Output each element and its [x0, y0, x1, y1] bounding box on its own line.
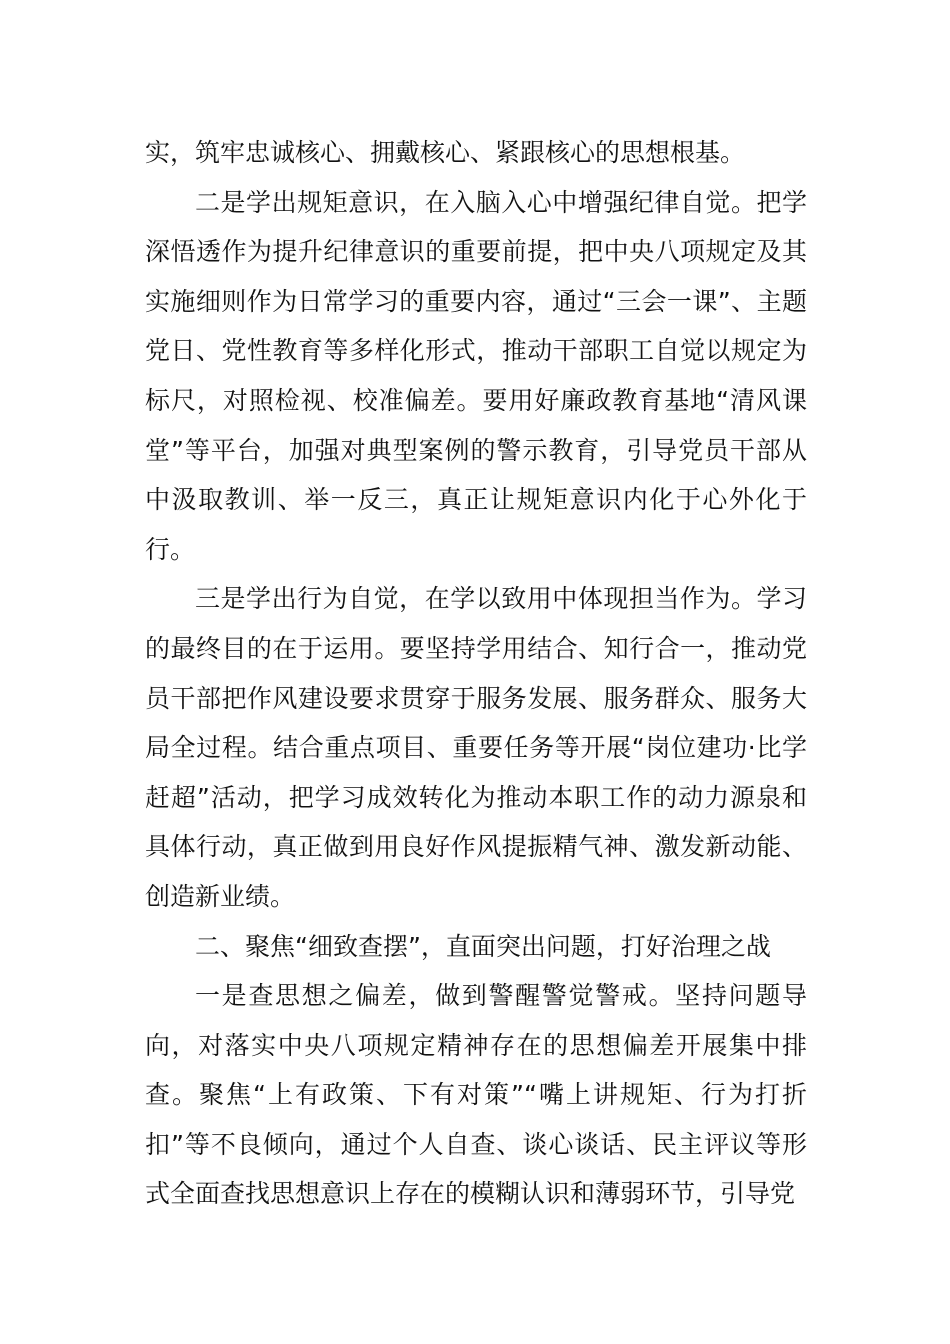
section-heading-2: 二、聚焦“细致查摆”，直面突出问题，打好治理之战 [195, 931, 771, 961]
paragraph-2-rules-awareness: 二是学出规矩意识，在入脑入心中增强纪律自觉。把学深悟透作为提升纪律意识的重要前提，把中央八项规定及其实施细则作为日常学习的重要内容，通过“三会一课”、主题党日、党性教育等多样化形式，推动干部职工自觉以规定为标尺，对照检视、校准偏差。要用好廉政教育基地“清风课堂”等平台，加强对典型案例的警示教育，引导党员干部从中汲取教训、举一反三，真正让规矩意识内化于心外化于行。 [145, 187, 807, 564]
paragraph-1-continuation: 实，筑牢忠诚核心、拥戴核心、紧跟核心的思想根基。 [145, 138, 746, 167]
paragraph-5-check-deviations: 一是查思想之偏差，做到警醒警觉警戒。坚持问题导向，对落实中央八项规定精神存在的思想偏差开展集中排查。聚焦“上有政策、下有对策”“嘴上讲规矩、行为打折扣”等不良倾向，通过个人自查、谈心谈话、民主评议等形式全面查找思想意识上存在的模糊认识和薄弱环节，引导党 [145, 981, 807, 1209]
paragraph-3-behavior-consciousness: 三是学出行为自觉，在学以致用中体现担当作为。学习的最终目的在于运用。要坚持学用结合、知行合一，推动党员干部把作风建设要求贯穿于服务发展、服务群众、服务大局全过程。结合重点项目、重要任务等开展“岗位建功·比学赶超”活动，把学习成效转化为推动本职工作的动力源泉和具体行动，真正做到用良好作风提振精气神、激发新动能、创造新业绩。 [145, 584, 807, 911]
document-body [145, 128, 807, 1219]
